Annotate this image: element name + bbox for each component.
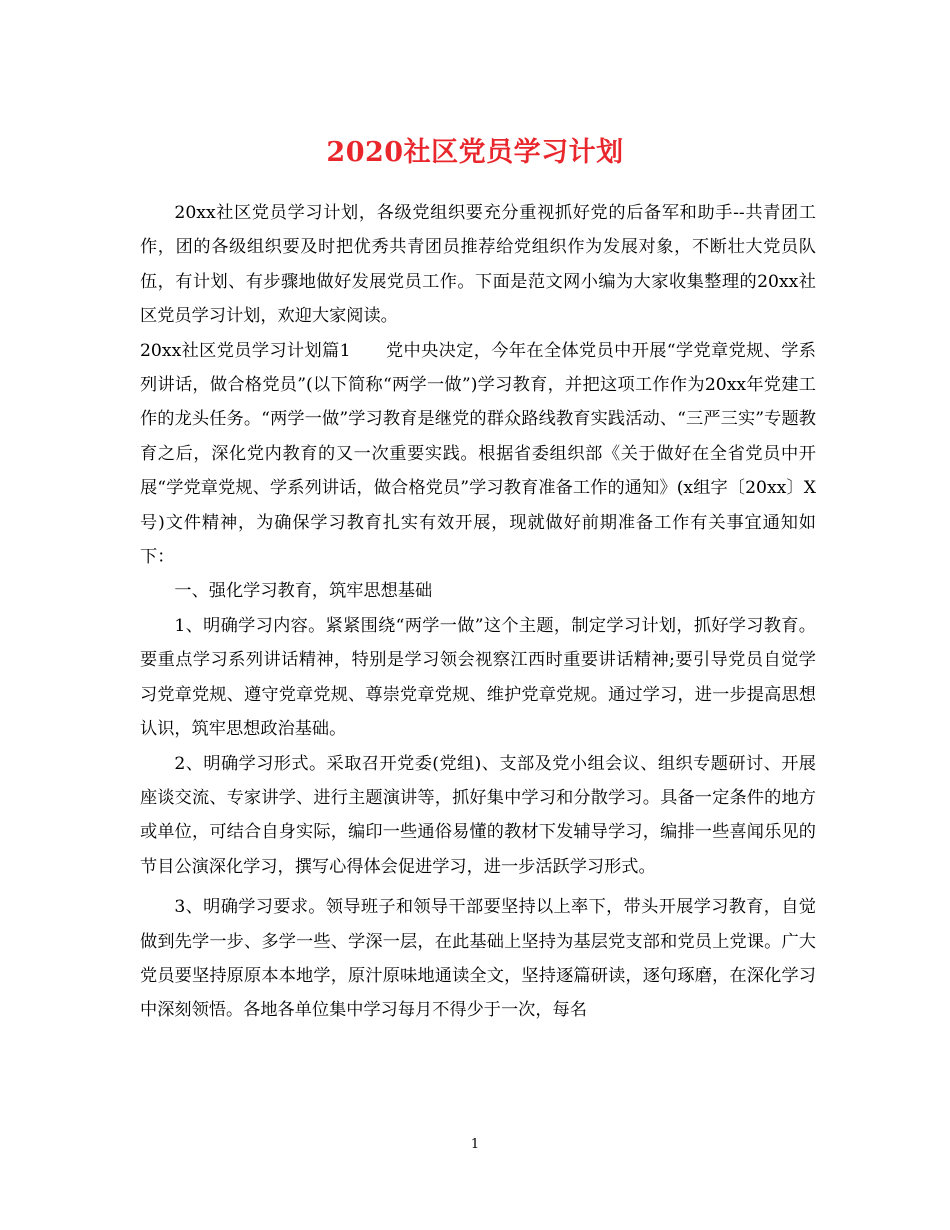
section-heading-1: 一、强化学习教育，筑牢思想基础: [174, 581, 433, 602]
document-title: 2020社区党员学习计划: [326, 137, 624, 168]
paragraph-item-1: 1、明确学习内容。紧紧围绕“两学一做”这个主题，制定学习计划，抓好学习教育。要重点学习系列讲话精神，特别是学习领会视察江西时重要讲话精神;要引导党员自觉学习党章党规、遵守党章党规、尊崇党章党规、维护党章党规。通过学习，进一步提高思想认识，筑牢思想政治基础。: [140, 615, 816, 740]
paragraph-intro: 20xx社区党员学习计划，各级党组织要充分重视抓好党的后备军和助手--共青团工作，团的各级组织要及时把优秀共青团员推荐给党组织作为发展对象，不断壮大党员队伍，有计划、有步骤地做好发展党员工作。下面是范文网小编为大家收集整理的20xx社区党员学习计划，欢迎大家阅读。: [140, 203, 816, 327]
page-number: 1: [470, 1137, 480, 1152]
paragraph-item-3: 3、明确学习要求。领导班子和领导干部要坚持以上率下，带头开展学习教育，自觉做到先学一步、多学一些、学深一层，在此基础上坚持为基层党支部和党员上党课。广大党员要坚持原原本本地学，原汁原味地通读全文，坚持逐篇研读，逐句琢磨，在深化学习中深刻领悟。各地各单位集中学习每月不得少于一次，每名: [140, 897, 816, 1021]
document-body: [140, 196, 816, 1028]
paragraph-plan-1: 20xx社区党员学习计划篇1 党中央决定，今年在全体党员中开展“学党章党规、学系列讲话，做合格党员”(以下简称“两学一做”)学习教育，并把这项工作作为20xx年党建工作的龙头任务。“两学一做”学习教育是继党的群众路线教育实践活动、“三严三实”专题教育之后，深化党内教育的又一次重要实践。根据省委组织部《关于做好在全省党员中开展“学党章党规、学系列讲话，做合格党员”学习教育准备工作的通知》(x组字〔20xx〕X号)文件精神，为确保学习教育扎实有效开展，现就做好前期准备工作有关事宜通知如下：: [140, 340, 816, 568]
paragraph-item-2: 2、明确学习形式。采取召开党委(党组)、支部及党小组会议、组织专题研讨、开展座谈交流、专家讲学、进行主题演讲等，抓好集中学习和分散学习。具备一定条件的地方或单位，可结合自身实际，编印一些通俗易懂的教材下发辅导学习，编排一些喜闻乐见的节目公演深化学习，撰写心得体会促进学习，进一步活跃学习形式。: [140, 753, 816, 877]
